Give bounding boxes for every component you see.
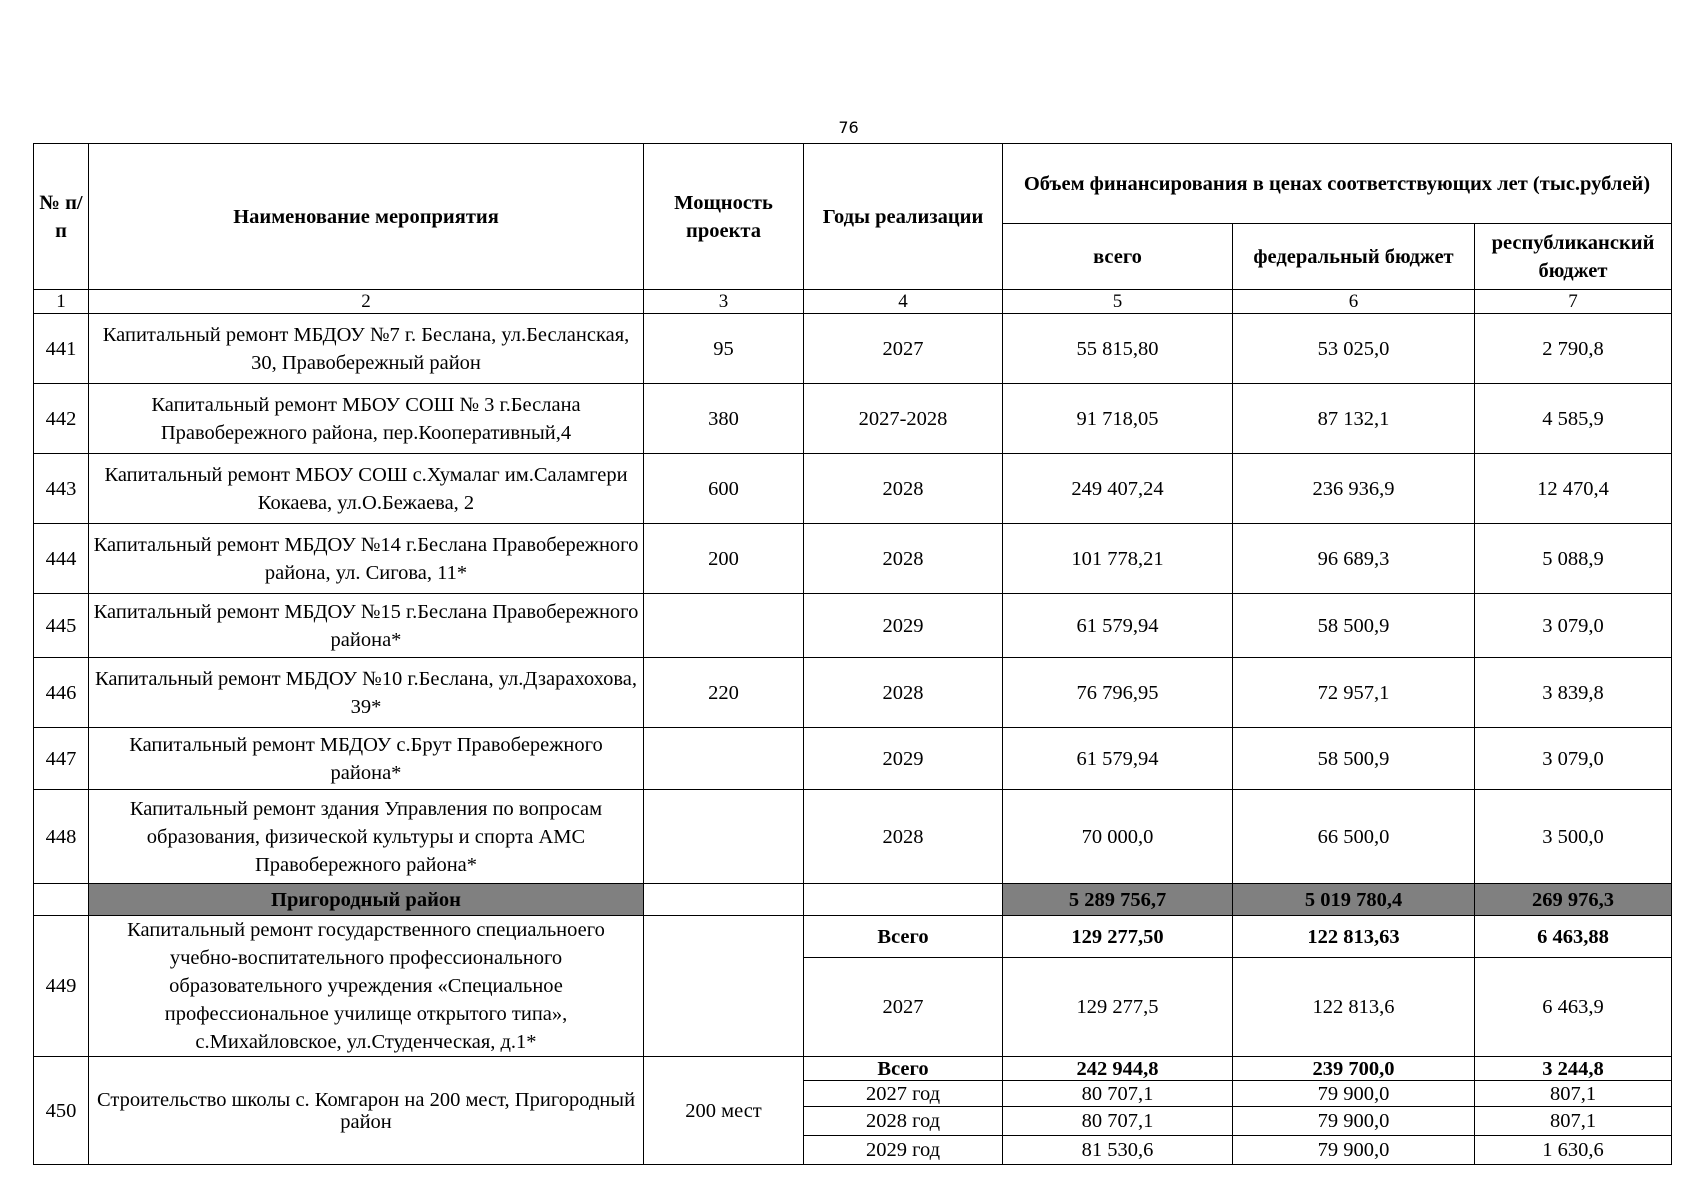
row-number: 447 xyxy=(34,728,89,790)
row-republic: 3 079,0 xyxy=(1475,594,1672,658)
row-federal: 58 500,9 xyxy=(1233,728,1475,790)
row-republic: 3 079,0 xyxy=(1475,728,1672,790)
row-federal: 72 957,1 xyxy=(1233,658,1475,728)
table-row xyxy=(34,454,1672,524)
column-number: 4 xyxy=(804,290,1003,314)
row-name: Капитальный ремонт МБДОУ №14 г.Беслана Правобережного района, ул. Сигова, 11* xyxy=(89,524,644,594)
row-republic: 2 790,8 xyxy=(1475,314,1672,384)
row-republic: 6 463,88 xyxy=(1475,916,1672,958)
row-years: 2029 xyxy=(804,594,1003,658)
row-name: Капитальный ремонт МБДОУ с.Брут Правобережного района* xyxy=(89,728,644,790)
column-number: 5 xyxy=(1003,290,1233,314)
row-total: 61 579,94 xyxy=(1003,728,1233,790)
row-name: Капитальный ремонт здания Управления по вопросам образования, физической культуры и спорта АМС Правобережного района* xyxy=(89,790,644,884)
row-republic: 807,1 xyxy=(1475,1081,1672,1107)
row-years: 2028 xyxy=(804,658,1003,728)
row-power: 220 xyxy=(644,658,804,728)
row-power: 200 xyxy=(644,524,804,594)
row-total: 81 530,6 xyxy=(1003,1136,1233,1165)
row-power xyxy=(644,916,804,1057)
row-years: 2028 xyxy=(804,454,1003,524)
column-number: 7 xyxy=(1475,290,1672,314)
row-total: 80 707,1 xyxy=(1003,1107,1233,1136)
district-years xyxy=(804,884,1003,916)
row-federal: 79 900,0 xyxy=(1233,1107,1475,1136)
district-total: 5 289 756,7 xyxy=(1003,884,1233,916)
row-total: 129 277,50 xyxy=(1003,916,1233,958)
row-years: Всего xyxy=(804,916,1003,958)
header-power: Мощность проекта xyxy=(644,144,804,290)
row-federal: 79 900,0 xyxy=(1233,1081,1475,1107)
header-republic: республиканский бюджет xyxy=(1475,224,1672,290)
row-years: 2027 xyxy=(804,314,1003,384)
header-name: Наименование мероприятия xyxy=(89,144,644,290)
column-number: 3 xyxy=(644,290,804,314)
row-republic: 3 244,8 xyxy=(1475,1057,1672,1081)
row-total: 129 277,5 xyxy=(1003,958,1233,1057)
page-number: 76 xyxy=(838,118,859,137)
row-federal: 239 700,0 xyxy=(1233,1057,1475,1081)
column-number: 1 xyxy=(34,290,89,314)
district-power xyxy=(644,884,804,916)
row-federal: 58 500,9 xyxy=(1233,594,1475,658)
row-years: 2028 год xyxy=(804,1107,1003,1136)
row-name: Капитальный ремонт МБОУ СОШ № 3 г.Беслана Правобережного района, пер.Кооперативный,4 xyxy=(89,384,644,454)
row-total: 101 778,21 xyxy=(1003,524,1233,594)
row-federal: 236 936,9 xyxy=(1233,454,1475,524)
row-name: Капитальный ремонт МБДОУ №10 г.Беслана, ул.Дзарахохова, 39* xyxy=(89,658,644,728)
row-total: 80 707,1 xyxy=(1003,1081,1233,1107)
column-number: 2 xyxy=(89,290,644,314)
row-power: 200 мест xyxy=(644,1057,804,1165)
row-number: 450 xyxy=(34,1057,89,1165)
row-name: Капитальный ремонт МБОУ СОШ с.Хумалаг им.Саламгери Кокаева, ул.О.Бежаева, 2 xyxy=(89,454,644,524)
row-number: 445 xyxy=(34,594,89,658)
row-federal: 79 900,0 xyxy=(1233,1136,1475,1165)
row-number: 442 xyxy=(34,384,89,454)
district-name: Пригородный район xyxy=(89,884,644,916)
table-row xyxy=(34,594,1672,658)
row-name: Строительство школы с. Комгарон на 200 мест, Пригородный район xyxy=(89,1057,644,1165)
table-row xyxy=(34,658,1672,728)
row-years: 2029 год xyxy=(804,1136,1003,1165)
row-years: 2028 xyxy=(804,524,1003,594)
row-years: Всего xyxy=(804,1057,1003,1081)
row-number: 449 xyxy=(34,916,89,1057)
row-number: 443 xyxy=(34,454,89,524)
row-number: 446 xyxy=(34,658,89,728)
row-power: 95 xyxy=(644,314,804,384)
header-funding-group: Объем финансирования в ценах соответствующих лет (тыс.рублей) xyxy=(1003,144,1672,224)
row-power: 380 xyxy=(644,384,804,454)
table-row xyxy=(34,728,1672,790)
district-num xyxy=(34,884,89,916)
row-power xyxy=(644,728,804,790)
table-row xyxy=(34,916,1672,958)
district-federal: 5 019 780,4 xyxy=(1233,884,1475,916)
row-years: 2027 год xyxy=(804,1081,1003,1107)
header-years: Годы реализации xyxy=(804,144,1003,290)
row-number: 441 xyxy=(34,314,89,384)
row-total: 91 718,05 xyxy=(1003,384,1233,454)
row-total: 76 796,95 xyxy=(1003,658,1233,728)
row-total: 61 579,94 xyxy=(1003,594,1233,658)
table-row xyxy=(34,790,1672,884)
row-republic: 6 463,9 xyxy=(1475,958,1672,1057)
row-total: 249 407,24 xyxy=(1003,454,1233,524)
header-total: всего xyxy=(1003,224,1233,290)
table-row xyxy=(34,1057,1672,1081)
financing-table xyxy=(33,143,1672,1165)
column-numbers-row xyxy=(34,290,1672,314)
row-federal: 66 500,0 xyxy=(1233,790,1475,884)
row-years: 2028 xyxy=(804,790,1003,884)
row-power: 600 xyxy=(644,454,804,524)
row-name: Капитальный ремонт МБДОУ №15 г.Беслана Правобережного района* xyxy=(89,594,644,658)
header-row-1 xyxy=(34,144,1672,224)
row-total: 242 944,8 xyxy=(1003,1057,1233,1081)
row-name: Капитальный ремонт государственного специальноего учебно-воспитательного профессионального образовательного учреждения «Специальное профессиональное училище открытого типа», с.Михайловское, ул.Студенческая, д.1* xyxy=(89,916,644,1057)
row-republic: 3 839,8 xyxy=(1475,658,1672,728)
row-years: 2029 xyxy=(804,728,1003,790)
row-republic: 807,1 xyxy=(1475,1107,1672,1136)
row-power xyxy=(644,594,804,658)
row-federal: 87 132,1 xyxy=(1233,384,1475,454)
row-total: 70 000,0 xyxy=(1003,790,1233,884)
row-republic: 4 585,9 xyxy=(1475,384,1672,454)
row-number: 444 xyxy=(34,524,89,594)
row-republic: 5 088,9 xyxy=(1475,524,1672,594)
row-federal: 122 813,6 xyxy=(1233,958,1475,1057)
header-federal: федеральный бюджет xyxy=(1233,224,1475,290)
row-federal: 53 025,0 xyxy=(1233,314,1475,384)
row-total: 55 815,80 xyxy=(1003,314,1233,384)
row-republic: 1 630,6 xyxy=(1475,1136,1672,1165)
row-federal: 122 813,63 xyxy=(1233,916,1475,958)
row-years: 2027 xyxy=(804,958,1003,1057)
header-num: № п/п xyxy=(34,144,89,290)
column-number: 6 xyxy=(1233,290,1475,314)
district-republic: 269 976,3 xyxy=(1475,884,1672,916)
table-row xyxy=(34,524,1672,594)
row-number: 448 xyxy=(34,790,89,884)
row-years: 2027-2028 xyxy=(804,384,1003,454)
table-row xyxy=(34,314,1672,384)
row-name: Капитальный ремонт МБДОУ №7 г. Беслана, ул.Бесланская, 30, Правобережный район xyxy=(89,314,644,384)
row-federal: 96 689,3 xyxy=(1233,524,1475,594)
row-republic: 3 500,0 xyxy=(1475,790,1672,884)
row-power xyxy=(644,790,804,884)
row-republic: 12 470,4 xyxy=(1475,454,1672,524)
district-row xyxy=(34,884,1672,916)
table-row xyxy=(34,384,1672,454)
